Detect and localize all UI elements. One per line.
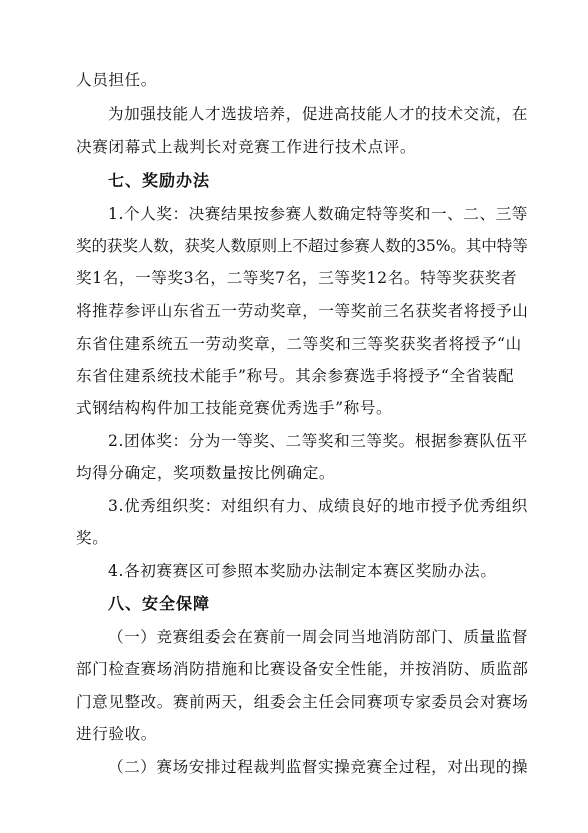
paragraph-line: 4.各初赛赛区可参照本奖励办法制定本赛区奖励办法。 <box>108 562 497 580</box>
paragraph-line: 门意见整改。赛前两天，组委会主任会同赛项专家委员会对赛场 <box>76 693 529 711</box>
paragraph-line: （二）赛场安排过程裁判监督实操竞赛全过程，对出现的操 <box>108 758 529 776</box>
section-heading-safety: 八、安全保障 <box>108 594 211 613</box>
paragraph-line: 奖的获奖人数，获奖人数原则上不超过参赛人数的35%。其中特等 <box>76 237 528 255</box>
paragraph-line: 东省住建系统技术能手”称号。其余参赛选手将授予“全省装配 <box>76 367 515 385</box>
paragraph-line: 人员担任。 <box>76 71 157 89</box>
paragraph-line: 3.优秀组织奖：对组织有力、成绩良好的地市授予优秀组织 <box>108 497 528 515</box>
paragraph-line: （一）竞赛组委会在赛前一周会同当地消防部门、质量监督 <box>108 628 529 646</box>
paragraph-line: 奖。 <box>76 529 109 547</box>
paragraph-line: 将推荐参评山东省五一劳动奖章，一等奖前三名获奖者将授予山 <box>76 302 529 320</box>
paragraph-line: 1.个人奖：决赛结果按参赛人数确定特等奖和一、二、三等 <box>108 205 528 223</box>
paragraph-line: 东省住建系统五一劳动奖章，二等奖和三等奖获奖者将授予“山 <box>76 335 522 353</box>
paragraph-line: 为加强技能人才选拔培养，促进高技能人才的技术交流，在 <box>108 105 529 123</box>
paragraph-line: 部门检查赛场消防措施和比赛设备安全性能，并按消防、质监部 <box>76 660 529 678</box>
paragraph-line: 进行验收。 <box>76 725 157 743</box>
section-heading-rewards: 七、奖励办法 <box>108 171 211 190</box>
paragraph-line: 奖1名，一等奖3名，二等奖7名，三等奖12名。特等奖获奖者 <box>76 269 518 287</box>
paragraph-line: 决赛闭幕式上裁判长对竞赛工作进行技术点评。 <box>76 138 417 156</box>
paragraph-line: 式钢结构构件加工技能竞赛优秀选手”称号。 <box>76 399 393 417</box>
paragraph-line: 2.团体奖：分为一等奖、二等奖和三等奖。根据参赛队伍平 <box>108 432 528 450</box>
paragraph-line: 均得分确定，奖项数量按比例确定。 <box>76 464 336 482</box>
